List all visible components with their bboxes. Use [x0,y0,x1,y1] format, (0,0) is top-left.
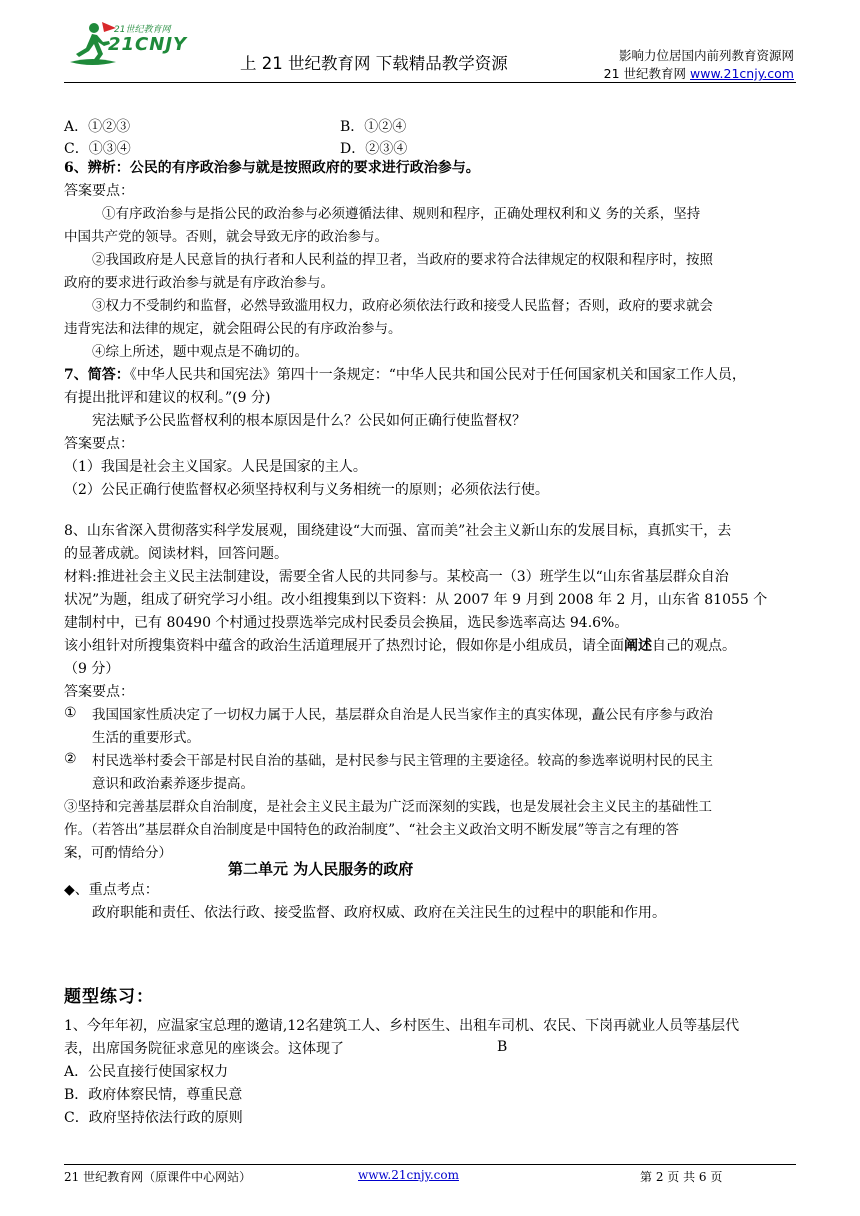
q8-answer-2b: 意识和政治素养逐步提高。 [92,776,254,792]
header-divider [64,82,796,83]
q8-score: （9 分） [64,661,120,677]
option-c: C．①③④ [64,141,131,157]
q8-answer-2-num: ② [64,751,77,767]
logo-top-text: 21世纪教育网 [114,25,171,35]
q8-answer-1-num: ① [64,705,77,721]
q7-text-b: 有提出批评和建议的权利。”(9 分) [64,390,271,406]
q7-answer-2: （2）公民正确行使监督权必须坚持权利与义务相统一的原则；必须依法行使。 [64,482,549,498]
q8-answer-1b: 生活的重要形式。 [92,730,200,746]
practice-q1-answer: B [497,1039,508,1055]
logo-text: 21CNJY [108,34,188,55]
q7-answer-1: （1）我国是社会主义国家。人民是国家的主人。 [64,459,367,475]
q7-question: 宪法赋予公民监督权利的根本原因是什么？公民如何正确行使监督权？ [92,413,526,429]
header-site-line [604,64,794,82]
q8-task-pre: 该小组针对所搜集资料中蕴含的政治生活道理展开了热烈讨论，假如你是小组成员，请全面 [64,638,624,654]
q6-point-4: ④综上所述，题中观点是不确切的。 [92,344,308,360]
site-logo[interactable] [64,18,196,74]
q8-material-b: 状况”为题，组成了研究学习小组。改小组搜集到以下资料：从 2007 年 9 月到 2008 年 2 月，山东省 81055 个 [64,592,768,608]
practice-option-b: B．政府体察民情，尊重民意 [64,1087,243,1103]
practice-q1-b: 表，出席国务院征求意见的座谈会。这体现了 [64,1041,344,1057]
q6-point-2b: 政府的要求进行政治参与就是有序政治参与。 [64,275,334,291]
footer-left: 21 世纪教育网（原课件中心网站） [64,1170,252,1184]
footer-divider [64,1164,796,1165]
q8-answer-label: 答案要点： [64,684,134,700]
q8-task-post: 自己的观点。 [652,638,736,654]
q8-answer-2a: 村民选举村委会干部是村民自治的基础，是村民参与民主管理的主要途径。较高的参选率说明村民的民主 [92,753,713,769]
practice-option-a: A．公民直接行使国家权力 [64,1064,229,1080]
unit-title: 第二单元 为人民服务的政府 [228,860,414,878]
q8-material-c: 建制村中，已有 80490 个村通过投票选举完成村民委员会换届，选民参选率高达 94.6%。 [64,615,629,631]
header [0,0,860,84]
header-site-prefix: 21 世纪教育网 [603,66,691,81]
q7-text-a: 《中华人民共和国宪法》第四十一条规定：“中华人民共和国公民对于任何国家机关和国家工作人员， [129,367,746,383]
footer-page-number: 第 2 页 共 6 页 [640,1170,723,1184]
practice-q1-a: 1、今年年初，应温家宝总理的邀请,12名建筑工人、乡村医生、出租车司机、农民、下岗再就业人员等基层代 [64,1018,740,1034]
footer-link[interactable]: www.21cnjy.com [358,1168,459,1182]
option-d: D．②③④ [340,141,408,157]
header-slogan: 影响力位居国内前列教育资源网 [618,48,794,63]
q6-point-1b: 中国共产党的领导。否则，就会导致无序的政治参与。 [64,229,388,245]
option-b: B．①②④ [340,119,407,135]
header-site-link[interactable]: www.21cnjy.com [690,66,794,81]
keypoint-label: ◆、重点考点： [64,882,159,898]
q6-title: 6、辨析：公民的有序政治参与就是按照政府的要求进行政治参与。 [64,160,480,176]
q6-point-1a: ①有序政治参与是指公民的政治参与必须遵循法律、规则和程序，正确处理权利和义 务的关系，坚持 [102,206,701,222]
q8-task [64,636,796,656]
q6-answer-label: 答案要点： [64,183,134,199]
header-title: 上 21 世纪教育网 下载精品教学资源 [240,54,508,73]
practice-option-c: C．政府坚持依法行政的原则 [64,1110,243,1126]
q8-answer-3c: 案，可酌情给分） [64,845,172,861]
q8-answer-1a: 我国国家性质决定了一切权力属于人民，基层群众自治是人民当家作主的真实体现，矗公民有序参与政治 [92,707,713,723]
q7-answer-label: 答案要点： [64,436,134,452]
q8-answer-3b: 作。（若答出”基层群众自治制度是中国特色的政治制度”、“社会主义政治文明不断发展”等言之有理的答 [64,822,679,838]
q6-point-2a: ②我国政府是人民意旨的执行者和人民利益的捍卫者，当政府的要求符合法律规定的权限和程序时，按照 [92,252,713,268]
q8-material-a: 材料:推进社会主义民主法制建设，需要全省人民的共同参与。某校高一（3）班学生以“山东省基层群众自治 [64,569,729,585]
q6-point-3b: 违背宪法和法律的规定，就会阻碍公民的有序政治参与。 [64,321,402,337]
q6-point-3a: ③权力不受制约和监督，必然导致滥用权力，政府必须依法行政和接受人民监督；否则，政府的要求就会 [92,298,713,314]
keypoint-text: 政府职能和责任、依法行政、接受监督、政府权威、政府在关注民生的过程中的职能和作用。 [92,905,666,921]
q8-text-a: 8、山东省深入贯彻落实科学发展观，围绕建设“大而强、富而美”社会主义新山东的发展目标，真抓实干，去 [64,523,732,539]
q8-text-b: 的显著成就。阅读材料，回答问题。 [64,546,288,562]
q8-answer-3a: ③坚持和完善基层群众自治制度，是社会主义民主最为广泛而深刻的实践，也是发展社会主义民主的基础性工 [64,799,712,815]
q7-line-a [64,365,796,385]
q8-task-keyword: 阐述 [624,638,652,654]
practice-heading: 题型练习： [64,987,154,1007]
option-a: A．①②③ [64,119,131,135]
q7-label: 7、简答： [64,367,130,383]
